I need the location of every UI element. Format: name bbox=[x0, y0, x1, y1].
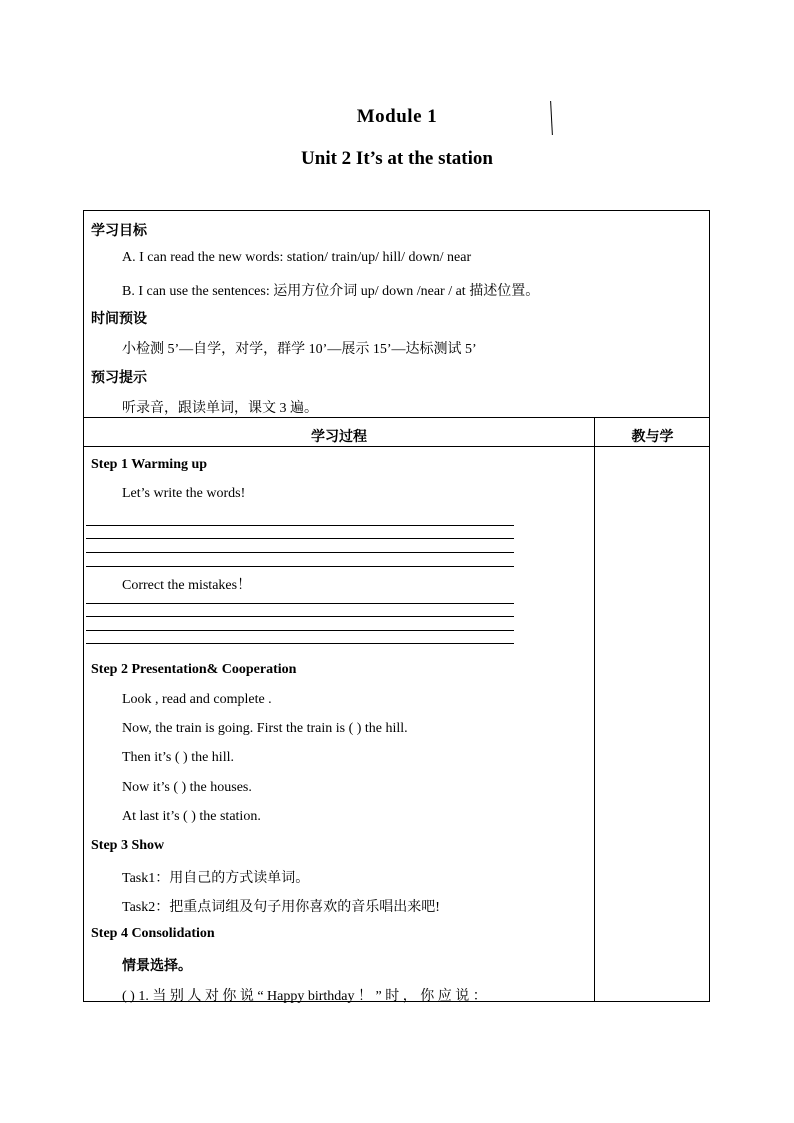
step2-line: Now it’s ( ) the houses. bbox=[122, 780, 252, 795]
step2-title: Step 2 Presentation& Cooperation bbox=[91, 662, 297, 677]
step2-line: Then it’s ( ) the hill. bbox=[122, 750, 234, 765]
step2-line: Look , read and complete . bbox=[122, 692, 272, 707]
step3-task2: Task2：把重点词组及句子用你喜欢的音乐唱出来吧! bbox=[122, 900, 440, 915]
table-divider-top bbox=[83, 417, 710, 418]
writing-line bbox=[86, 525, 514, 526]
writing-line bbox=[86, 552, 514, 553]
column-header-process: 学习过程 bbox=[311, 430, 367, 445]
time-plan: 小检测 5’—自学，对学，群学 10’—展示 15’—达标测试 5’ bbox=[122, 342, 477, 357]
preview-text: 听录音，跟读单词，课文 3 遍。 bbox=[122, 401, 318, 416]
step4-question: ( ) 1. 当 别 人 对 你 说 “ Happy birthday ！ ” 时 ， 你 应 说 ： bbox=[122, 989, 487, 1004]
table-column-divider bbox=[594, 417, 595, 1002]
step3-title: Step 3 Show bbox=[91, 838, 165, 853]
goal-b: B. I can use the sentences: 运用方位介词 up/ down /near / at 描述位置。 bbox=[122, 284, 540, 299]
table-divider-header bbox=[83, 446, 710, 447]
step2-line: At last it’s ( ) the station. bbox=[122, 809, 261, 824]
goals-heading: 学习目标 bbox=[91, 224, 147, 239]
writing-line bbox=[86, 566, 514, 567]
step1-correction: Correct the mistakes！ bbox=[122, 578, 252, 593]
step4-title: Step 4 Consolidation bbox=[91, 926, 215, 941]
module-title: Module 1 bbox=[356, 106, 438, 127]
writing-line bbox=[86, 603, 514, 604]
writing-line bbox=[86, 616, 514, 617]
writing-line bbox=[86, 538, 514, 539]
writing-line bbox=[86, 643, 514, 644]
step4-subheading: 情景选择。 bbox=[122, 959, 192, 974]
time-heading: 时间预设 bbox=[91, 312, 147, 327]
goal-a: A. I can read the new words: station/ train/up/ hill/ down/ near bbox=[122, 250, 472, 265]
writing-line bbox=[86, 630, 514, 631]
preview-heading: 预习提示 bbox=[91, 371, 147, 386]
step1-title: Step 1 Warming up bbox=[91, 457, 208, 472]
step1-instruction: Let’s write the words! bbox=[122, 486, 246, 501]
step2-line: Now, the train is going. First the train is ( ) the hill. bbox=[122, 721, 408, 736]
column-header-teaching: 教与学 bbox=[631, 430, 674, 445]
unit-title: Unit 2 It’s at the station bbox=[301, 148, 493, 169]
step3-task1: Task1：用自己的方式读单词。 bbox=[122, 871, 310, 886]
